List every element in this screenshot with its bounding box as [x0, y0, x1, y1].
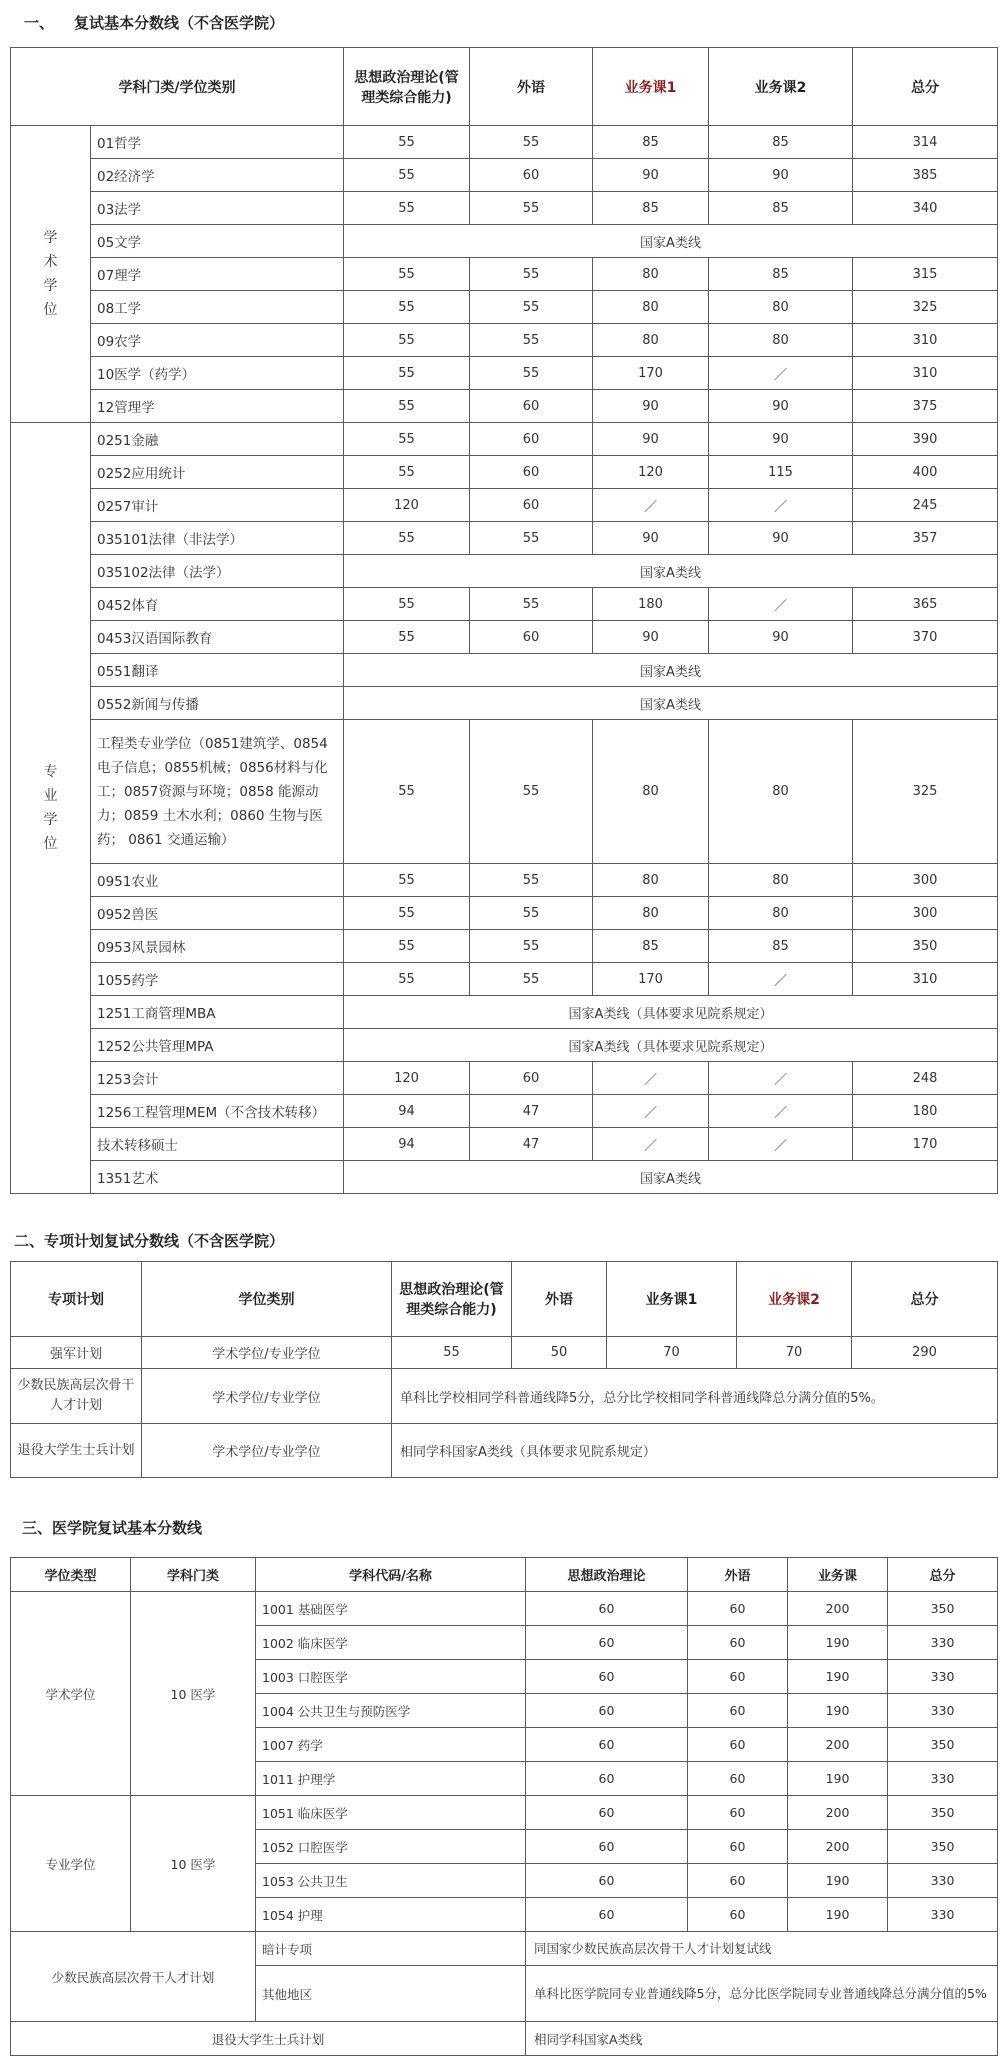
score-course-1: 90	[593, 159, 709, 192]
score-course-1: 170	[593, 963, 709, 996]
subject-name: 0951农业	[91, 864, 344, 897]
score-course-2: 90	[709, 522, 853, 555]
score-total: 370	[853, 621, 998, 654]
table-row	[11, 963, 998, 996]
score-politics: 60	[526, 1592, 688, 1626]
score-foreign-language: 60	[470, 489, 593, 522]
score-total: 170	[853, 1128, 998, 1161]
score-course-1: 80	[593, 291, 709, 324]
score-politics: 55	[344, 126, 470, 159]
table-row	[11, 687, 998, 720]
table-row	[11, 1161, 998, 1194]
score-course-2: 90	[709, 390, 853, 423]
score-total: 400	[853, 456, 998, 489]
score-course-1: 70	[607, 1337, 737, 1369]
plan-name: 强军计划	[11, 1337, 142, 1369]
score-total: 350	[888, 1592, 998, 1626]
score-politics: 55	[344, 423, 470, 456]
score-politics: 60	[526, 1626, 688, 1660]
table-row	[11, 357, 998, 390]
subject-category: 10 医学	[131, 1796, 256, 1932]
subject-name: 0257审计	[91, 489, 344, 522]
subject-name: 技术转移硕士	[91, 1128, 344, 1161]
score-politics: 60	[526, 1898, 688, 1932]
score-foreign-language: 55	[470, 522, 593, 555]
score-table-medical-school	[10, 1557, 998, 2056]
header-course: 业务课	[788, 1558, 888, 1592]
score-course-1: 90	[593, 522, 709, 555]
score-total: 300	[853, 897, 998, 930]
score-course-1: 120	[593, 456, 709, 489]
score-course-1: 80	[593, 258, 709, 291]
score-course-2: 80	[709, 324, 853, 357]
score-foreign-language: 55	[470, 963, 593, 996]
score-politics: 55	[344, 258, 470, 291]
score-foreign-language: 60	[470, 1062, 593, 1095]
table-row	[11, 588, 998, 621]
score-politics: 55	[344, 930, 470, 963]
table-row	[11, 897, 998, 930]
header-subject-category: 学科门类	[131, 1558, 256, 1592]
score-course-2: 90	[709, 621, 853, 654]
score-course-2: 80	[709, 720, 853, 864]
header-politics: 思想政治理论	[526, 1558, 688, 1592]
score-politics: 55	[344, 159, 470, 192]
score-total: 314	[853, 126, 998, 159]
subject-name: 0952兽医	[91, 897, 344, 930]
subject-code: 1051 临床医学	[256, 1796, 526, 1830]
score-total: 350	[888, 1830, 998, 1864]
subject-code: 1004 公共卫生与预防医学	[256, 1694, 526, 1728]
score-total: 330	[888, 1626, 998, 1660]
score-course-1: 90	[593, 390, 709, 423]
score-course-2: 80	[709, 864, 853, 897]
score-total: 330	[888, 1762, 998, 1796]
table-header-row	[11, 1262, 998, 1337]
score-table-special-plan	[10, 1261, 998, 1478]
table-row	[11, 555, 998, 588]
table-row	[11, 258, 998, 291]
subject-code: 1054 护理	[256, 1898, 526, 1932]
group-label-char: 学	[43, 278, 58, 294]
table-row	[11, 1424, 998, 1478]
score-politics: 55	[344, 720, 470, 864]
table-row	[11, 324, 998, 357]
score-course: 190	[788, 1898, 888, 1932]
veteran-plan-label: 退役大学生士兵计划	[11, 2022, 526, 2056]
subject-name: 1256工程管理MEM（不含技术转移）	[91, 1095, 344, 1128]
header-politics: 思想政治理论(管理类综合能力)	[344, 48, 470, 126]
score-course-2: ／	[709, 1062, 853, 1095]
table-row	[11, 159, 998, 192]
score-foreign-language: 55	[470, 864, 593, 897]
score-course-1: 85	[593, 192, 709, 225]
score-course-2: ／	[709, 489, 853, 522]
score-total: 330	[888, 1660, 998, 1694]
group-label-char: 业	[43, 788, 58, 804]
score-course-2: 70	[737, 1337, 852, 1369]
score-politics: 120	[344, 489, 470, 522]
subject-name: 03法学	[91, 192, 344, 225]
subject-name: 1055药学	[91, 963, 344, 996]
subject-code: 1003 口腔医学	[256, 1660, 526, 1694]
header-subject-category: 学科门类/学位类别	[11, 48, 344, 126]
score-foreign-language: 60	[470, 456, 593, 489]
score-course: 190	[788, 1660, 888, 1694]
group-label-char: 位	[43, 836, 58, 852]
score-foreign-language: 55	[470, 126, 593, 159]
score-course-1: 170	[593, 357, 709, 390]
score-total: 245	[853, 489, 998, 522]
merged-score-line: 国家A类线	[344, 1161, 998, 1194]
table-row	[11, 522, 998, 555]
score-foreign-language: 55	[470, 897, 593, 930]
subject-code: 1053 公共卫生	[256, 1864, 526, 1898]
subject-name: 0452体育	[91, 588, 344, 621]
score-total: 350	[888, 1796, 998, 1830]
table-row	[11, 423, 998, 456]
subject-name: 1252公共管理MPA	[91, 1029, 344, 1062]
score-foreign-language: 55	[470, 930, 593, 963]
group-label-char: 专	[43, 764, 58, 780]
score-course-1: 90	[593, 621, 709, 654]
header-course-2: 业务课2	[737, 1262, 852, 1337]
table-row	[11, 930, 998, 963]
table-row	[11, 1128, 998, 1161]
score-total: 375	[853, 390, 998, 423]
score-politics: 94	[344, 1095, 470, 1128]
group-label-char: 术	[43, 254, 58, 270]
header-course-1: 业务课1	[593, 48, 709, 126]
score-total: 315	[853, 258, 998, 291]
header-politics: 思想政治理论(管理类综合能力)	[392, 1262, 512, 1337]
score-foreign-language: 47	[470, 1095, 593, 1128]
score-total: 310	[853, 324, 998, 357]
subject-category: 10 医学	[131, 1592, 256, 1796]
subject-code: 1007 药学	[256, 1728, 526, 1762]
subject-name: 08工学	[91, 291, 344, 324]
subject-name: 12管理学	[91, 390, 344, 423]
section1-number: 一、	[24, 14, 55, 32]
subject-code: 1001 基础医学	[256, 1592, 526, 1626]
table-row	[11, 864, 998, 897]
score-politics: 60	[526, 1796, 688, 1830]
section1-title-text: 复试基本分数线（不含医学院）	[74, 14, 285, 32]
score-politics: 55	[344, 291, 470, 324]
score-course-1: 80	[593, 864, 709, 897]
table-header-row	[11, 1558, 998, 1592]
score-politics: 120	[344, 1062, 470, 1095]
score-foreign-language: 60	[470, 390, 593, 423]
score-total: 357	[853, 522, 998, 555]
merged-score-line: 国家A类线（具体要求见院系规定）	[344, 996, 998, 1029]
header-degree-type: 学位类别	[142, 1262, 392, 1337]
table-row	[11, 225, 998, 258]
group-label-char: 学	[43, 230, 58, 246]
table-row	[11, 291, 998, 324]
table-row	[11, 621, 998, 654]
score-foreign-language: 60	[470, 423, 593, 456]
score-total: 340	[853, 192, 998, 225]
group-label-char: 学	[43, 812, 58, 828]
group-professional-degree	[11, 423, 91, 1194]
table-row	[11, 489, 998, 522]
plan-name: 退役大学生士兵计划	[11, 1424, 142, 1478]
minority-plan-rule: 同国家少数民族高层次骨干人才计划复试线	[526, 1932, 998, 1966]
score-course-1: 180	[593, 588, 709, 621]
score-foreign-language: 55	[470, 291, 593, 324]
table-header-row	[11, 48, 998, 126]
score-total: 310	[853, 963, 998, 996]
merged-rule: 单科比学校相同学科普通线降5分，总分比学校相同学科普通线降总分满分值的5%。	[392, 1369, 998, 1424]
score-course-2: 90	[709, 159, 853, 192]
score-course-2: ／	[709, 588, 853, 621]
score-foreign-language: 60	[688, 1796, 788, 1830]
score-foreign-language: 60	[688, 1898, 788, 1932]
score-foreign-language: 50	[512, 1337, 607, 1369]
header-total: 总分	[853, 48, 998, 126]
score-politics: 55	[392, 1337, 512, 1369]
score-course-2: 80	[709, 291, 853, 324]
table-row	[11, 1029, 998, 1062]
section2-title: 二、专项计划复试分数线（不含医学院）	[14, 1232, 285, 1250]
group-label-char: 位	[43, 302, 58, 318]
degree-type: 学术学位/专业学位	[142, 1424, 392, 1478]
table-row	[11, 1932, 998, 1966]
score-politics: 55	[344, 588, 470, 621]
subject-code: 1002 临床医学	[256, 1626, 526, 1660]
score-course: 200	[788, 1592, 888, 1626]
subject-name: 0251金融	[91, 423, 344, 456]
section1-title	[24, 12, 284, 33]
score-politics: 55	[344, 897, 470, 930]
score-course-1: ／	[593, 1095, 709, 1128]
score-total: 248	[853, 1062, 998, 1095]
score-total: 390	[853, 423, 998, 456]
score-course-2: 90	[709, 423, 853, 456]
subject-name: 0551翻译	[91, 654, 344, 687]
subject-name: 07理学	[91, 258, 344, 291]
score-total: 330	[888, 1864, 998, 1898]
table-row	[11, 654, 998, 687]
plan-name: 少数民族高层次骨干人才计划	[11, 1369, 142, 1424]
score-course: 190	[788, 1694, 888, 1728]
merged-score-line: 国家A类线	[344, 687, 998, 720]
score-total: 325	[853, 291, 998, 324]
score-course-1: 85	[593, 930, 709, 963]
veteran-plan-rule: 相同学科国家A类线	[526, 2022, 998, 2056]
score-politics: 55	[344, 864, 470, 897]
score-course-1: 80	[593, 324, 709, 357]
score-politics: 55	[344, 621, 470, 654]
table-row	[11, 390, 998, 423]
score-foreign-language: 60	[688, 1830, 788, 1864]
score-total: 300	[853, 864, 998, 897]
minority-sub-plan: 其他地区	[256, 1966, 526, 2022]
subject-name: 1253会计	[91, 1062, 344, 1095]
score-politics: 55	[344, 456, 470, 489]
score-course: 200	[788, 1796, 888, 1830]
score-course-1: ／	[593, 1062, 709, 1095]
score-course: 200	[788, 1728, 888, 1762]
header-degree-type: 学位类型	[11, 1558, 131, 1592]
score-course-2: ／	[709, 1095, 853, 1128]
score-course-2: 85	[709, 930, 853, 963]
score-foreign-language: 55	[470, 357, 593, 390]
score-foreign-language: 60	[688, 1694, 788, 1728]
subject-name: 10医学（药学）	[91, 357, 344, 390]
group-academic-degree	[11, 126, 91, 423]
subject-name: 0453汉语国际教育	[91, 621, 344, 654]
score-foreign-language: 60	[688, 1762, 788, 1796]
subject-name: 0552新闻与传播	[91, 687, 344, 720]
subject-name: 1351艺术	[91, 1161, 344, 1194]
score-politics: 55	[344, 324, 470, 357]
subject-code: 1052 口腔医学	[256, 1830, 526, 1864]
score-course-2: ／	[709, 963, 853, 996]
score-politics: 60	[526, 1762, 688, 1796]
section3-title: 三、医学院复试基本分数线	[22, 1519, 203, 1537]
table-row	[11, 1095, 998, 1128]
subject-name: 09农学	[91, 324, 344, 357]
score-foreign-language: 60	[688, 1626, 788, 1660]
merged-score-line: 国家A类线（具体要求见院系规定）	[344, 1029, 998, 1062]
table-row	[11, 1337, 998, 1369]
score-total: 365	[853, 588, 998, 621]
score-total: 350	[853, 930, 998, 963]
header-foreign-language: 外语	[512, 1262, 607, 1337]
score-total: 180	[853, 1095, 998, 1128]
header-special-plan: 专项计划	[11, 1262, 142, 1337]
score-foreign-language: 60	[688, 1728, 788, 1762]
minority-plan-rule: 单科比医学院同专业普通线降5分，总分比医学院同专业普通线降总分满分值的5%	[526, 1966, 998, 2022]
score-course-2: 85	[709, 192, 853, 225]
table-row	[11, 1062, 998, 1095]
score-course: 200	[788, 1830, 888, 1864]
score-course-2: 85	[709, 126, 853, 159]
score-foreign-language: 60	[688, 1864, 788, 1898]
subject-name: 工程类专业学位（0851建筑学、0854电子信息；0855机械；0856材料与化工；0857资源与环境；0858 能源动力；0859 土木水利；0860 生物与医药； 0861 交通运输）	[91, 720, 344, 864]
table-row	[11, 456, 998, 489]
header-foreign-language: 外语	[470, 48, 593, 126]
minority-sub-plan: 暗计专项	[256, 1932, 526, 1966]
merged-score-line: 国家A类线	[344, 225, 998, 258]
subject-name: 0953风景园林	[91, 930, 344, 963]
score-foreign-language: 60	[688, 1660, 788, 1694]
score-foreign-language: 55	[470, 324, 593, 357]
score-politics: 55	[344, 192, 470, 225]
subject-code: 1011 护理学	[256, 1762, 526, 1796]
score-total: 385	[853, 159, 998, 192]
subject-name: 035101法律（非法学）	[91, 522, 344, 555]
table-row	[11, 1369, 998, 1424]
score-politics: 55	[344, 963, 470, 996]
score-course-1: ／	[593, 1128, 709, 1161]
score-total: 290	[852, 1337, 998, 1369]
degree-type: 学术学位/专业学位	[142, 1369, 392, 1424]
table-row	[11, 996, 998, 1029]
table-row	[11, 126, 998, 159]
score-politics: 60	[526, 1830, 688, 1864]
score-course: 190	[788, 1762, 888, 1796]
table-row	[11, 1592, 998, 1626]
subject-name: 0252应用统计	[91, 456, 344, 489]
score-course-2: ／	[709, 1128, 853, 1161]
score-foreign-language: 60	[470, 159, 593, 192]
score-course-1: 80	[593, 720, 709, 864]
subject-name: 1251工商管理MBA	[91, 996, 344, 1029]
score-course-1: 80	[593, 897, 709, 930]
merged-score-line: 国家A类线	[344, 555, 998, 588]
table-row	[11, 192, 998, 225]
score-politics: 55	[344, 390, 470, 423]
degree-type: 专业学位	[11, 1796, 131, 1932]
score-course-1: 85	[593, 126, 709, 159]
score-foreign-language: 55	[470, 720, 593, 864]
score-politics: 60	[526, 1728, 688, 1762]
score-politics: 60	[526, 1864, 688, 1898]
subject-name: 02经济学	[91, 159, 344, 192]
header-course-1: 业务课1	[607, 1262, 737, 1337]
score-course-2: 85	[709, 258, 853, 291]
subject-name: 035102法律（法学）	[91, 555, 344, 588]
header-foreign-language: 外语	[688, 1558, 788, 1592]
header-total: 总分	[888, 1558, 998, 1592]
score-foreign-language: 55	[470, 258, 593, 291]
score-politics: 60	[526, 1694, 688, 1728]
score-politics: 60	[526, 1660, 688, 1694]
score-total: 330	[888, 1898, 998, 1932]
subject-name: 01哲学	[91, 126, 344, 159]
subject-name: 05文学	[91, 225, 344, 258]
score-course: 190	[788, 1864, 888, 1898]
score-total: 350	[888, 1728, 998, 1762]
score-foreign-language: 60	[470, 621, 593, 654]
score-course-2: 115	[709, 456, 853, 489]
table-row	[11, 2022, 998, 2056]
score-foreign-language: 60	[688, 1592, 788, 1626]
score-course-2: ／	[709, 357, 853, 390]
score-foreign-language: 55	[470, 588, 593, 621]
header-subject-code: 学科代码/名称	[256, 1558, 526, 1592]
score-table-general	[10, 47, 998, 1194]
merged-rule: 相同学科国家A类线（具体要求见院系规定）	[392, 1424, 998, 1478]
degree-type: 学术学位	[11, 1592, 131, 1796]
header-course-2: 业务课2	[709, 48, 853, 126]
score-total: 325	[853, 720, 998, 864]
score-politics: 55	[344, 522, 470, 555]
score-foreign-language: 47	[470, 1128, 593, 1161]
score-total: 330	[888, 1694, 998, 1728]
degree-type: 学术学位/专业学位	[142, 1337, 392, 1369]
score-foreign-language: 55	[470, 192, 593, 225]
score-course: 190	[788, 1626, 888, 1660]
table-row	[11, 720, 998, 864]
score-course-2: 80	[709, 897, 853, 930]
score-politics: 55	[344, 357, 470, 390]
score-politics: 94	[344, 1128, 470, 1161]
minority-plan-label: 少数民族高层次骨干人才计划	[11, 1932, 256, 2022]
header-total: 总分	[852, 1262, 998, 1337]
score-total: 310	[853, 357, 998, 390]
score-course-1: ／	[593, 489, 709, 522]
merged-score-line: 国家A类线	[344, 654, 998, 687]
table-row	[11, 1796, 998, 1830]
score-course-1: 90	[593, 423, 709, 456]
